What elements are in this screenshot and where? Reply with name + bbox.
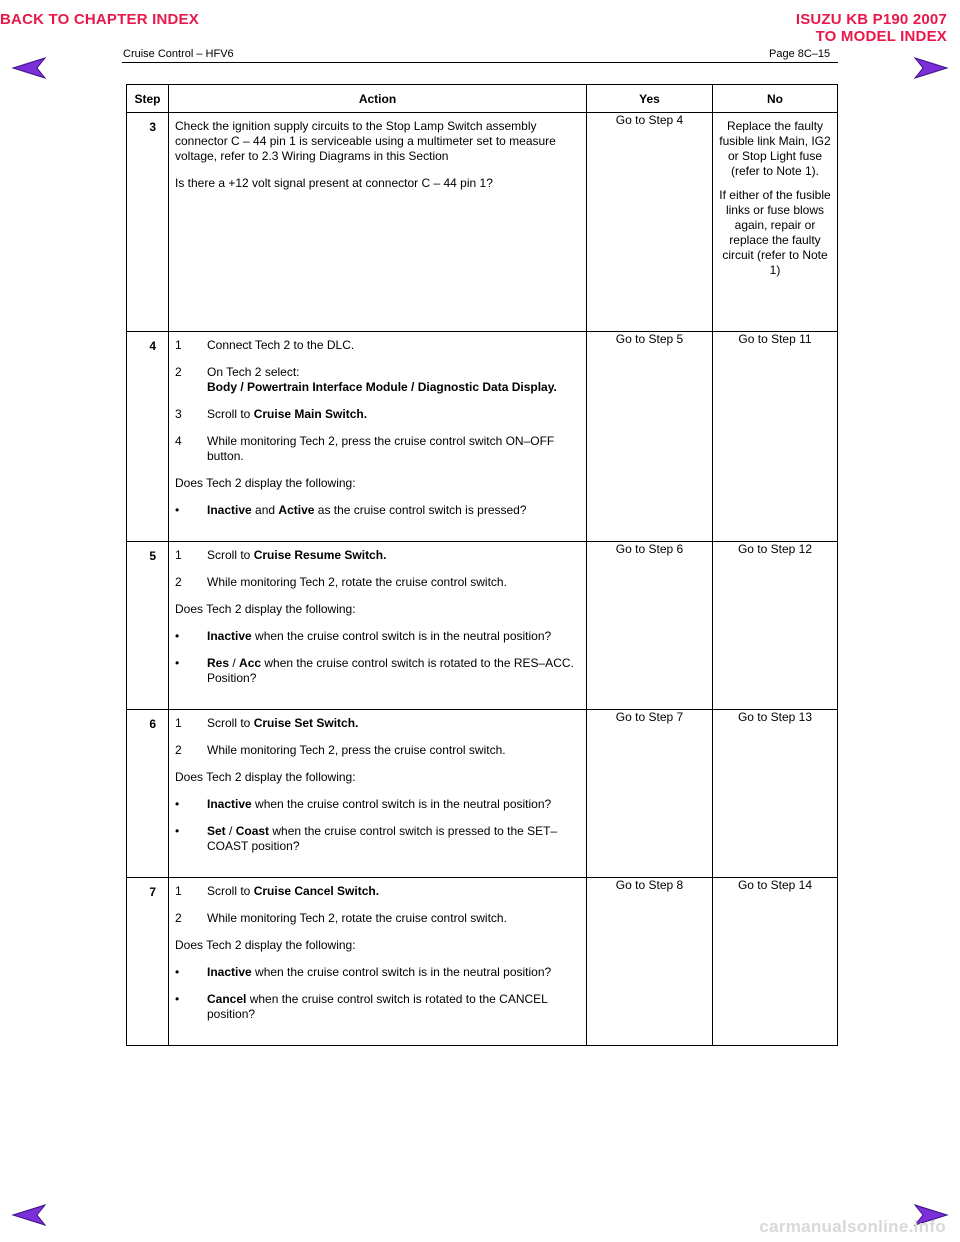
bullet-text bbox=[207, 797, 551, 812]
action-bold-text: Coast bbox=[235, 824, 270, 838]
action-bullet bbox=[175, 992, 580, 1022]
no-outcome-text: Go to Step 12 bbox=[737, 542, 813, 556]
action-text: Scroll to bbox=[207, 716, 254, 730]
action-bold-text: Cruise Set Switch. bbox=[253, 716, 359, 730]
action-bold-text: Cancel bbox=[207, 992, 247, 1006]
yes-outcome: Go to Step 7 bbox=[587, 710, 713, 878]
action-text: / bbox=[229, 656, 240, 670]
action-bold-text: Acc bbox=[239, 656, 262, 670]
action-text: On Tech 2 select: bbox=[207, 365, 300, 379]
action-step-number: 2 bbox=[175, 575, 182, 589]
action-step-text bbox=[207, 911, 507, 926]
no-outcome bbox=[713, 542, 838, 710]
action-step-number: 2 bbox=[175, 365, 182, 379]
action-text: Connect Tech 2 to the DLC. bbox=[207, 338, 355, 352]
no-outcome-text: Go to Step 11 bbox=[738, 332, 812, 346]
col-header-step: Step bbox=[127, 85, 169, 113]
step-number: 6 bbox=[127, 710, 169, 878]
action-text: when the cruise control switch is pressed to the SET–COAST position? bbox=[207, 824, 558, 853]
yes-outcome: Go to Step 4 bbox=[587, 113, 713, 332]
action-paragraph: Does Tech 2 display the following: bbox=[175, 602, 356, 616]
action-bullet bbox=[175, 503, 580, 518]
col-header-action: Action bbox=[169, 85, 587, 113]
action-cell bbox=[169, 332, 587, 542]
action-text: and bbox=[251, 503, 279, 517]
watermark: carmanualsonline.info bbox=[759, 1217, 946, 1236]
action-step-number: 3 bbox=[175, 407, 182, 421]
action-step bbox=[175, 548, 580, 563]
yes-outcome: Go to Step 5 bbox=[587, 332, 713, 542]
action-text: Scroll to bbox=[207, 884, 254, 898]
action-step bbox=[175, 575, 580, 590]
action-paragraph: Does Tech 2 display the following: bbox=[175, 476, 356, 490]
action-step-number: 1 bbox=[175, 716, 182, 730]
action-step-number: 1 bbox=[175, 884, 182, 898]
action-text: / bbox=[225, 824, 236, 838]
action-bold-text: Set bbox=[207, 824, 226, 838]
bullet-icon: • bbox=[175, 992, 180, 1006]
table-row bbox=[127, 113, 838, 332]
table-row bbox=[127, 710, 838, 878]
action-text: While monitoring Tech 2, press the cruise control switch ON–OFF button. bbox=[207, 434, 555, 463]
action-text: Scroll to bbox=[207, 548, 254, 562]
action-text: While monitoring Tech 2, rotate the cruise control switch. bbox=[207, 575, 507, 589]
next-page-arrow-icon[interactable] bbox=[913, 55, 949, 81]
no-outcome bbox=[713, 332, 838, 542]
table-row bbox=[127, 542, 838, 710]
action-step-text bbox=[207, 434, 580, 464]
action-step-text bbox=[207, 716, 358, 731]
action-text: Scroll to bbox=[207, 407, 254, 421]
action-text: when the cruise control switch is rotated to the CANCEL position? bbox=[207, 992, 548, 1021]
action-bold-text: Body / Powertrain Interface Module / Diagnostic Data Display. bbox=[207, 380, 557, 394]
no-outcome-text: Go to Step 13 bbox=[737, 710, 813, 724]
action-step-text bbox=[207, 365, 557, 395]
bullet-icon: • bbox=[175, 629, 180, 643]
action-cell bbox=[169, 710, 587, 878]
action-text: While monitoring Tech 2, rotate the cruise control switch. bbox=[207, 911, 507, 925]
action-cell bbox=[169, 878, 587, 1046]
col-header-yes: Yes bbox=[587, 85, 713, 113]
table-row bbox=[127, 332, 838, 542]
action-bold-text: Inactive bbox=[207, 629, 252, 643]
action-step-text bbox=[207, 884, 379, 899]
action-text: when the cruise control switch is in the neutral position? bbox=[251, 797, 552, 811]
action-step bbox=[175, 407, 580, 422]
action-bold-text: Inactive bbox=[207, 797, 252, 811]
action-step-number: 2 bbox=[175, 911, 182, 925]
action-bold-text: Cruise Main Switch. bbox=[253, 407, 368, 421]
action-text: when the cruise control switch is in the neutral position? bbox=[251, 965, 552, 979]
action-step bbox=[175, 716, 580, 731]
step-number: 3 bbox=[127, 113, 169, 332]
step-number: 4 bbox=[127, 332, 169, 542]
model-index-line: TO MODEL INDEX bbox=[815, 28, 947, 45]
action-bullet bbox=[175, 824, 580, 854]
action-step bbox=[175, 743, 580, 758]
action-text: when the cruise control switch is rotated to the RES–ACC. Position? bbox=[207, 656, 574, 685]
action-step-text bbox=[207, 407, 367, 422]
action-step-number: 2 bbox=[175, 743, 182, 757]
action-step bbox=[175, 911, 580, 926]
action-bullet bbox=[175, 656, 580, 686]
action-step-text bbox=[207, 575, 507, 590]
action-paragraph: Is there a +12 volt signal present at connector C – 44 pin 1? bbox=[175, 176, 493, 190]
no-outcome bbox=[713, 878, 838, 1046]
no-outcome bbox=[713, 710, 838, 878]
table-row bbox=[127, 878, 838, 1046]
action-bold-text: Active bbox=[278, 503, 315, 517]
action-bold-text: Cruise Cancel Switch. bbox=[253, 884, 380, 898]
action-step-text bbox=[207, 743, 506, 758]
action-step-number: 1 bbox=[175, 338, 182, 352]
action-bold-text: Inactive bbox=[207, 503, 252, 517]
action-step bbox=[175, 338, 580, 353]
prev-page-arrow-icon[interactable] bbox=[11, 55, 47, 81]
action-paragraph: Does Tech 2 display the following: bbox=[175, 770, 356, 784]
bullet-text bbox=[207, 503, 527, 518]
action-bold-text: Cruise Resume Switch. bbox=[253, 548, 387, 562]
action-paragraph: Check the ignition supply circuits to the Stop Lamp Switch assembly connector C – 44 pin 1 is serviceable using a multimeter set to measure voltage, refer to 2.3 Wiring Diagrams in this Section bbox=[175, 119, 556, 163]
step-number: 7 bbox=[127, 878, 169, 1046]
action-text: While monitoring Tech 2, press the cruise control switch. bbox=[207, 743, 506, 757]
bullet-icon: • bbox=[175, 656, 180, 670]
action-step-text bbox=[207, 548, 386, 563]
bullet-icon: • bbox=[175, 797, 180, 811]
bullet-icon: • bbox=[175, 824, 180, 838]
action-bold-text: Res bbox=[207, 656, 230, 670]
model-title-line: ISUZU KB P190 2007 bbox=[795, 11, 947, 28]
action-bullet bbox=[175, 629, 580, 644]
no-outcome bbox=[713, 113, 838, 332]
section-header: Cruise Control – HFV6 bbox=[123, 48, 234, 60]
table-header-row bbox=[127, 85, 838, 113]
action-step-text bbox=[207, 338, 354, 353]
no-outcome-text: If either of the fusible links or fuse blows again, repair or replace the faulty circuit (refer to Note 1) bbox=[719, 188, 831, 277]
action-step-number: 4 bbox=[175, 434, 182, 448]
back-to-chapter-index-link[interactable]: BACK TO CHAPTER INDEX bbox=[0, 11, 199, 28]
diagnostic-table bbox=[126, 84, 838, 1046]
yes-outcome: Go to Step 6 bbox=[587, 542, 713, 710]
col-header-no: No bbox=[713, 85, 838, 113]
action-bullet bbox=[175, 965, 580, 980]
page-number: Page 8C–15 bbox=[769, 48, 831, 60]
bullet-text bbox=[207, 656, 580, 686]
bullet-text bbox=[207, 992, 580, 1022]
step-number: 5 bbox=[127, 542, 169, 710]
bullet-text bbox=[207, 629, 551, 644]
to-model-index-link[interactable] bbox=[796, 11, 947, 45]
action-text: when the cruise control switch is in the neutral position? bbox=[251, 629, 552, 643]
bullet-icon: • bbox=[175, 503, 180, 517]
bullet-text bbox=[207, 824, 580, 854]
action-bullet bbox=[175, 797, 580, 812]
bullet-text bbox=[207, 965, 551, 980]
action-cell bbox=[169, 113, 587, 332]
yes-outcome: Go to Step 8 bbox=[587, 878, 713, 1046]
no-outcome-text: Go to Step 14 bbox=[737, 878, 813, 892]
bullet-icon: • bbox=[175, 965, 180, 979]
header-divider bbox=[122, 62, 838, 63]
action-step-number: 1 bbox=[175, 548, 182, 562]
action-text: as the cruise control switch is pressed? bbox=[314, 503, 527, 517]
action-step bbox=[175, 365, 580, 395]
action-step bbox=[175, 884, 580, 899]
no-outcome-text: Replace the faulty fusible link Main, IG2 or Stop Light fuse (refer to Note 1). bbox=[719, 119, 831, 178]
action-cell bbox=[169, 542, 587, 710]
action-paragraph: Does Tech 2 display the following: bbox=[175, 938, 356, 952]
action-step bbox=[175, 434, 580, 464]
action-bold-text: Inactive bbox=[207, 965, 252, 979]
prev-page-arrow-icon[interactable] bbox=[11, 1202, 47, 1228]
